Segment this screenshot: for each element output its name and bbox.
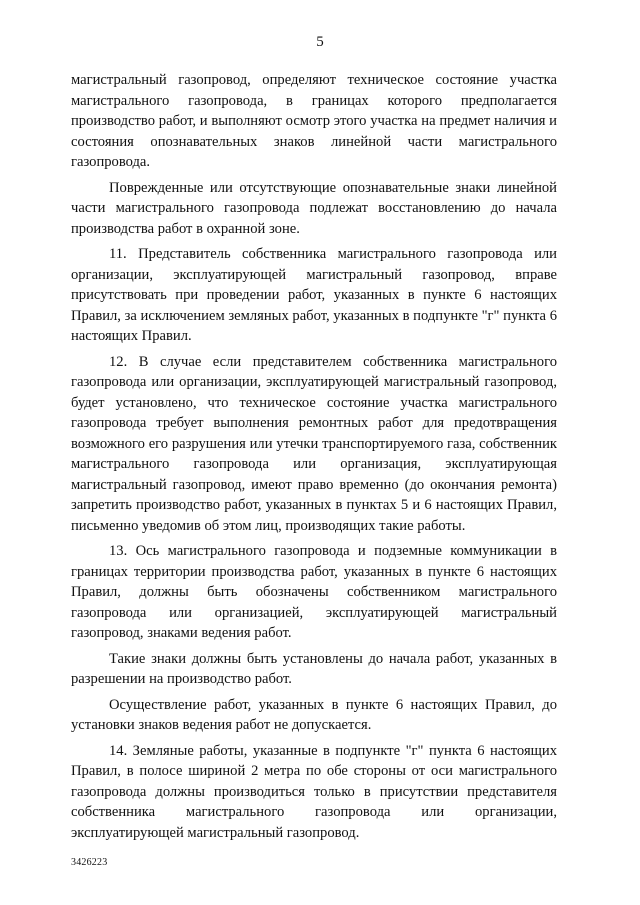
paragraph-signs-installation: Такие знаки должны быть установлены до начала работ, указанных в разрешении на производство работ. bbox=[71, 650, 557, 687]
paragraph-item-12: 12. В случае если представителем собственника магистрального газопровода или организации, эксплуатирующей магистральный газопровод, будет установлено, что техническое состояние участка магистрального газопровода требует выполнения ремонтных работ для предотвращения возможного его разрушения или утечки транспортируемого газа, собственник магистрального газопровода или организация, эксплуатирующая магистральный газопровод, имеют право временно (до окончания ремонта) запретить производство работ, указанных в пунктах 5 и 6 настоящих Правил, письменно уведомив об этом лиц, производящих такие работы. bbox=[71, 353, 557, 534]
paragraph-damaged-signs: Поврежденные или отсутствующие опознавательные знаки линейной части магистрального газопровода подлежат восстановлению до начала производства работ в охранной зоне. bbox=[71, 179, 557, 237]
paragraph-work-prohibited: Осуществление работ, указанных в пункте 6 настоящих Правил, до установки знаков ведения работ не допускается. bbox=[71, 696, 557, 733]
document-body bbox=[71, 70, 557, 843]
paragraph-item-14: 14. Земляные работы, указанные в подпункте "г" пункта 6 настоящих Правил, в полосе шириной 2 метра по обе стороны от оси магистрального газопровода должны производиться только в присутствии представителя собственника магистрального газопровода или организации, эксплуатирующей магистральный газопровод. bbox=[71, 742, 557, 841]
document-code: 3426223 bbox=[71, 857, 108, 868]
page-number: 5 bbox=[316, 34, 324, 50]
paragraph-continuation: магистральный газопровод, определяют техническое состояние участка магистрального газопровода, в границах которого предполагается производство работ, и выполняют осмотр этого участка на предмет наличия и состояния опознавательных знаков линейной части магистрального газопровода. bbox=[71, 72, 557, 170]
paragraph-item-13: 13. Ось магистрального газопровода и подземные коммуникации в границах территории производства работ, указанных в пункте 6 настоящих Правил, должны быть обозначены собственником магистрального газопровода или организацией, эксплуатирующей магистральный газопровод, знаками ведения работ. bbox=[71, 543, 557, 641]
paragraph-item-11: 11. Представитель собственника магистрального газопровода или организации, эксплуатирующей магистральный газопровод, вправе присутствовать при проведении работ, указанных в пункте 6 настоящих Правил, за исключением земляных работ, указанных в подпункте "г" пункта 6 настоящих Правил. bbox=[71, 246, 557, 344]
